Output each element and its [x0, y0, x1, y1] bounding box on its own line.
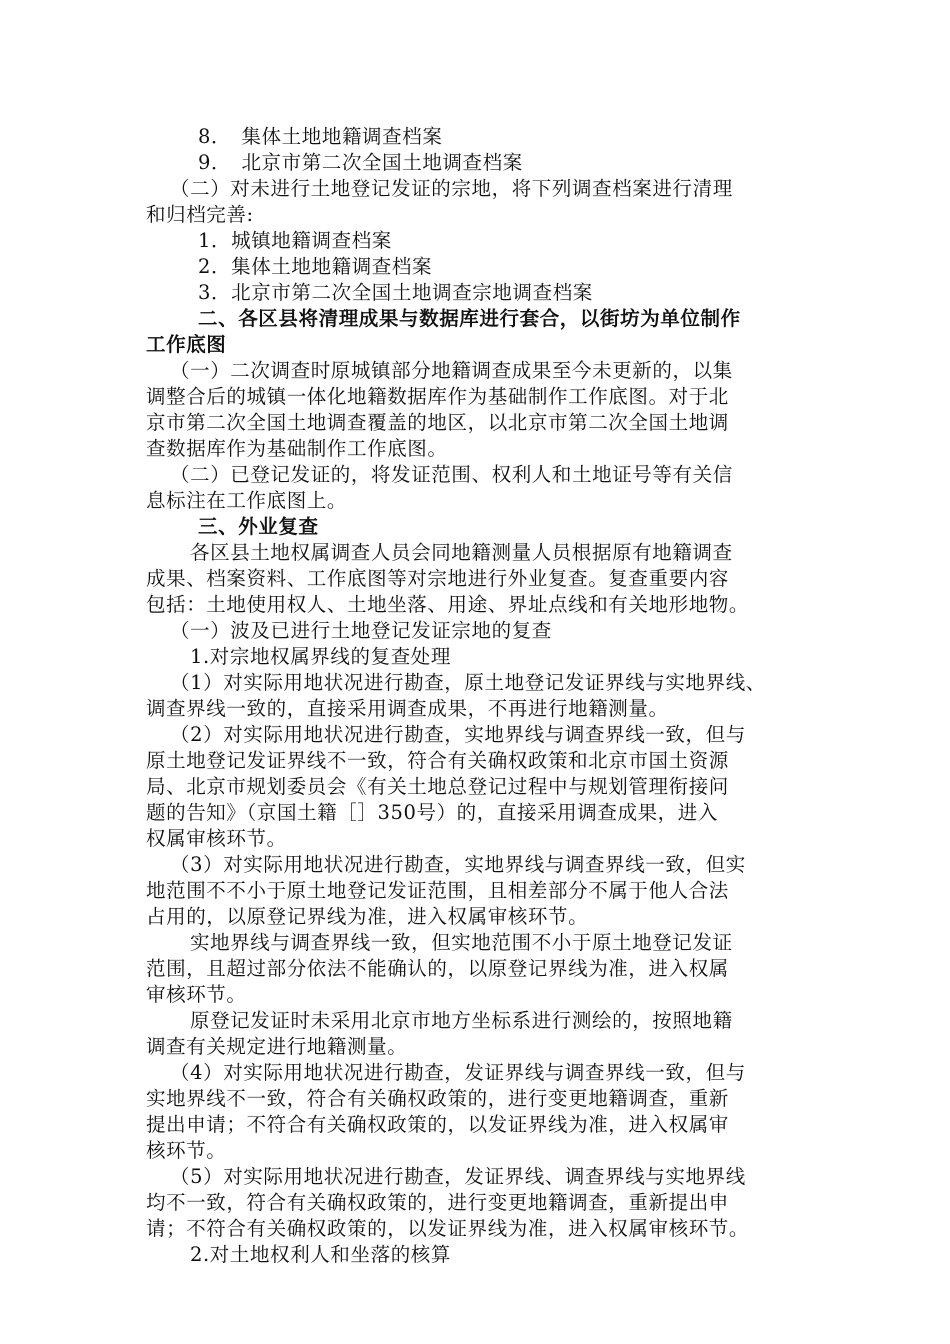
paragraph-line: （4）对实际用地状况进行勘查，发证界线与调查界线一致，但与: [170, 1061, 746, 1084]
paragraph-line: （1）对实际用地状况进行勘查，原土地登记发证界线与实地界线、: [170, 671, 766, 694]
section-heading-2: 二、各区县将清理成果与数据库进行套合，以街坊为单位制作: [198, 307, 741, 330]
paragraph-line: （2）对实际用地状况进行勘查，实地界线与调查界线一致，但与: [170, 723, 746, 746]
paragraph-line: （二）已登记发证的，将发证范围、权利人和土地证号等有关信: [170, 463, 733, 486]
paragraph-line: 提出申请；不符合有关确权政策的，以发证界线为准，进入权属审: [146, 1113, 729, 1136]
paragraph-line: 审核环节。: [146, 983, 247, 1006]
paragraph-line: 题的告知》（京国土籍［］350号）的，直接采用调查成果，进入: [146, 801, 718, 824]
paragraph-line: 范围，且超过部分依法不能确认的，以原登记界线为准，进入权属: [146, 957, 729, 980]
paragraph-line: 均不一致，符合有关确权政策的，进行变更地籍调查，重新提出申: [146, 1191, 729, 1214]
paragraph-line: 和归档完善:: [146, 203, 254, 226]
list-item-9: 9． 北京市第二次全国土地调查档案: [198, 151, 523, 174]
list-item-2: 2．集体土地地籍调查档案: [198, 255, 433, 278]
paragraph-line: 核环节。: [146, 1139, 227, 1162]
list-item-3: 3．北京市第二次全国土地调查宗地调查档案: [198, 281, 593, 304]
paragraph-line: （二）对未进行土地登记发证的宗地，将下列调查档案进行清理: [170, 177, 733, 200]
paragraph-line: 请；不符合有关确权政策的，以发证界线为准，进入权属审核环节。: [146, 1217, 750, 1240]
section-heading-3: 三、外业复查: [198, 515, 319, 538]
paragraph-line: 各区县土地权属调查人员会同地籍测量人员根据原有地籍调查: [190, 541, 733, 564]
paragraph-line: 权属审核环节。: [146, 827, 287, 850]
paragraph-line: 占用的，以原登记界线为准，进入权属审核环节。: [146, 905, 589, 928]
paragraph-line: 实地界线不一致，符合有关确权政策的，进行变更地籍调查，重新: [146, 1087, 729, 1110]
list-item-8: 8． 集体土地地籍调查档案: [198, 125, 443, 148]
paragraph-line: 调查界线一致的，直接采用调查成果，不再进行地籍测量。: [146, 697, 669, 720]
paragraph-line: 成果、档案资料、工作底图等对宗地进行外业复查。复查重要内容: [146, 567, 729, 590]
paragraph-line: （3）对实际用地状况进行勘查，实地界线与调查界线一致，但实: [170, 853, 746, 876]
paragraph-line: 实地界线与调查界线一致，但实地范围不小于原土地登记发证: [190, 931, 733, 954]
paragraph-line: 调整合后的城镇一体化地籍数据库作为基础制作工作底图。对于北: [146, 385, 729, 408]
paragraph-line: 局、北京市规划委员会《有关土地总登记过程中与规划管理衔接问: [146, 775, 729, 798]
subsection-heading: （一）波及已进行土地登记发证宗地的复查: [170, 619, 552, 642]
section-heading-2-cont: 工作底图: [146, 333, 227, 356]
paragraph-line: 原土地登记发证界线不一致，符合有关确权政策和北京市国土资源: [146, 749, 729, 772]
list-item-1: 1．城镇地籍调查档案: [198, 229, 392, 252]
paragraph-line: 息标注在工作底图上。: [146, 489, 348, 512]
subsection-heading: 2.对土地权利人和坐落的核算: [190, 1243, 452, 1266]
paragraph-line: 原登记发证时未采用北京市地方坐标系进行测绘的，按照地籍: [190, 1009, 733, 1032]
paragraph-line: 京市第二次全国土地调查覆盖的地区，以北京市第二次全国土地调: [146, 411, 729, 434]
paragraph-line: 调查有关规定进行地籍测量。: [146, 1035, 408, 1058]
subsection-heading: 1.对宗地权属界线的复查处理: [190, 645, 452, 668]
paragraph-line: 查数据库作为基础制作工作底图。: [146, 437, 448, 460]
paragraph-line: （一）二次调查时原城镇部分地籍调查成果至今未更新的，以集: [170, 359, 733, 382]
paragraph-line: 包括：土地使用权人、土地坐落、用途、界址点线和有关地形地物。: [146, 593, 750, 616]
paragraph-line: 地范围不不小于原土地登记发证范围，且相差部分不属于他人合法: [146, 879, 729, 902]
paragraph-line: （5）对实际用地状况进行勘查，发证界线、调查界线与实地界线: [170, 1165, 746, 1188]
